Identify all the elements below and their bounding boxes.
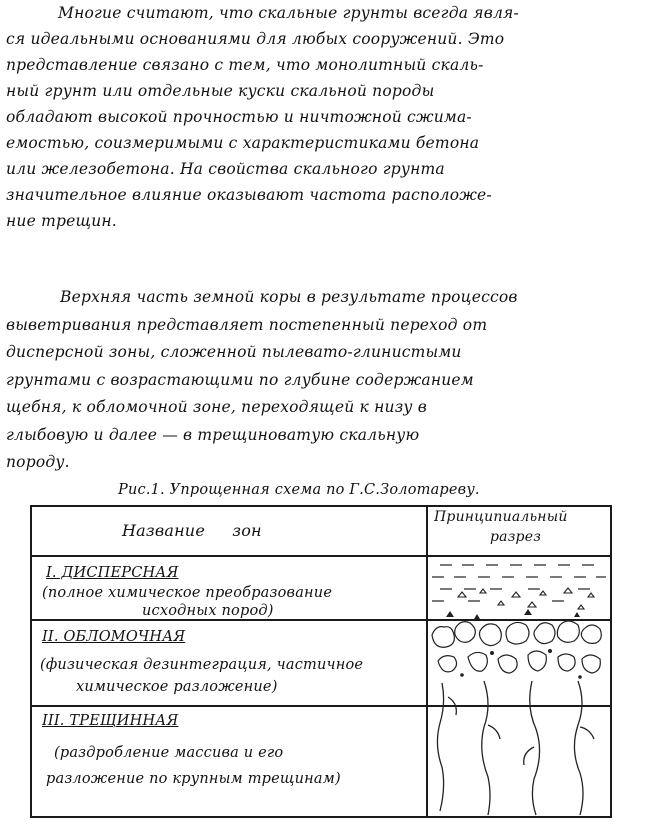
dispersed-fragments [458, 588, 594, 609]
zone-title-dispersed: I. ДИСПЕРСНАЯ [46, 565, 179, 581]
zone-desc: химическое разложение) [76, 679, 278, 695]
zone-title-clastic: II. ОБЛОМОЧНАЯ [42, 629, 186, 645]
text-line: щебня, к обломочной зоне, переходящей к низу в [6, 398, 427, 416]
zone-desc: (раздробление массива и его [54, 745, 284, 761]
text-line: представление связано с тем, что монолитный скаль- [6, 56, 484, 74]
text-line: емостью, соизмеримыми с характеристиками бетона [6, 134, 480, 152]
text-line: породу. [6, 453, 70, 471]
text-line: ние трещин. [6, 212, 117, 230]
zone-desc: исходных пород) [142, 603, 274, 619]
fracture-lines [437, 681, 594, 815]
header-section-line2: разрез [490, 529, 542, 545]
header-section-line1: Принципиальный [434, 509, 568, 525]
text-line: дисперсной зоны, сложенной пылевато-глинистыми [6, 343, 462, 361]
zone-desc: (физическая дезинтеграция, частичное [40, 657, 364, 673]
text-line: выветривания представляет постепенный переход от [6, 315, 488, 334]
text-line: обладают высокой прочностью и ничтожной сжима- [6, 108, 472, 126]
figure-caption: Рис.1. Упрощенная схема по Г.С.Золотареву. [118, 482, 480, 498]
zone-title-fractured: III. ТРЕЩИННАЯ [42, 713, 179, 729]
text-line: или железобетона. На свойства скального грунта [6, 160, 445, 178]
text-line: ся идеальными основаниями для любых сооружений. Это [6, 30, 505, 48]
text-line: глыбовую и далее — в трещиноватую скальную [6, 425, 420, 444]
text-line: Верхняя часть земной коры в результате процессов [60, 288, 518, 306]
text-line: Многие считают, что скальные грунты всегда явля- [58, 4, 519, 22]
zones-table [30, 505, 612, 818]
zone-desc: разложение по крупным трещинам) [46, 771, 341, 787]
clastic-blocks [432, 621, 601, 673]
section-diagram [428, 557, 610, 817]
text-line: грунтами с возрастающими по глубине содержанием [6, 370, 474, 389]
text-line: значительное влияние оказывают частота расположе- [6, 186, 492, 204]
paragraph-1 [6, 0, 654, 234]
zone-desc: (полное химическое преобразование [42, 585, 333, 601]
text-line: ный грунт или отдельные куски скальной породы [6, 82, 435, 100]
paragraph-2 [6, 284, 654, 477]
header-zones: Название зон [122, 521, 262, 540]
